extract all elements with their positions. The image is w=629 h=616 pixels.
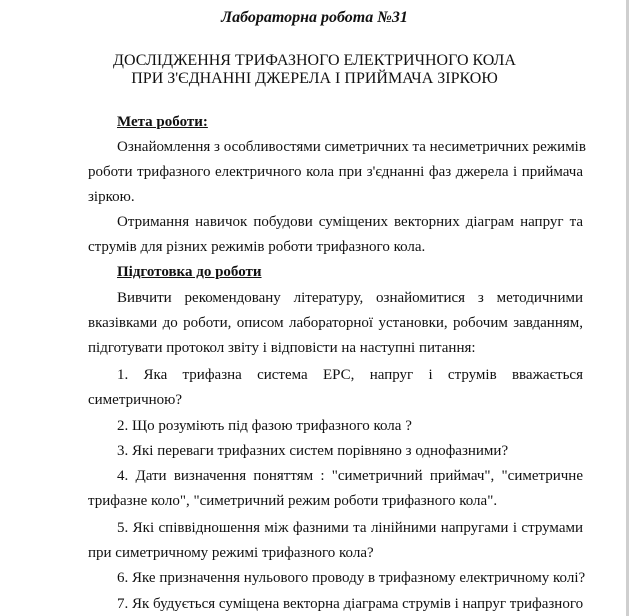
main-title-line-1: ДОСЛІДЖЕННЯ ТРИФАЗНОГО ЕЛЕКТРИЧНОГО КОЛА [113, 52, 516, 69]
preparation-paragraph-line: Вивчити рекомендовану літературу, ознайомитися з методичними [117, 290, 583, 306]
goal-heading: Мета роботи: [117, 114, 208, 130]
question-4-line: трифазне коло", "симетричний режим роботи трифазного кола". [88, 493, 498, 509]
question-2: 2. Що розуміють під фазою трифазного кола ? [117, 418, 412, 434]
preparation-paragraph-line: підготувати протокол звіту і відповісти на наступні питання: [88, 340, 476, 356]
goal-paragraph-2-line: струмів для різних режимів роботи трифазного кола. [88, 239, 426, 255]
lab-title: Лабораторна робота №31 [221, 9, 408, 26]
goal-paragraph-1-line: роботи трифазного електричного кола при з'єднанні фаз джерела і приймача [88, 164, 583, 180]
goal-paragraph-2-line: Отримання навичок побудови суміщених векторних діаграм напруг та [117, 214, 583, 230]
question-6: 6. Яке призначення нульового проводу в трифазному електричному колі? [117, 570, 586, 586]
preparation-heading: Підготовка до роботи [117, 264, 262, 280]
goal-paragraph-1-line: зіркою. [88, 189, 135, 205]
main-title-line-2: ПРИ З'ЄДНАННІ ДЖЕРЕЛА І ПРИЙМАЧА ЗІРКОЮ [131, 70, 498, 87]
question-5-line: при симетричному режимі трифазного кола? [88, 545, 374, 561]
question-3: 3. Які переваги трифазних систем порівняно з однофазними? [117, 443, 509, 459]
question-7-line: 7. Як будується суміщена векторна діаграма струмів і напруг трифазного [117, 596, 584, 612]
goal-paragraph-1-line: Ознайомлення з особливостями симетричних та несиметричних режимів [117, 139, 586, 155]
question-5-line: 5. Які співвідношення між фазними та лінійними напругами і струмами [117, 520, 583, 536]
preparation-paragraph-line: вказівками до роботи, описом лабораторної установки, робочим завданням, [88, 315, 583, 331]
question-4-line: 4. Дати визначення поняттям : "симетричний приймач", "симетричне [117, 468, 583, 484]
question-1-line: 1. Яка трифазна система ЕРС, напруг і струмів вважається [117, 367, 583, 383]
question-1-line: симетричною? [88, 392, 183, 408]
